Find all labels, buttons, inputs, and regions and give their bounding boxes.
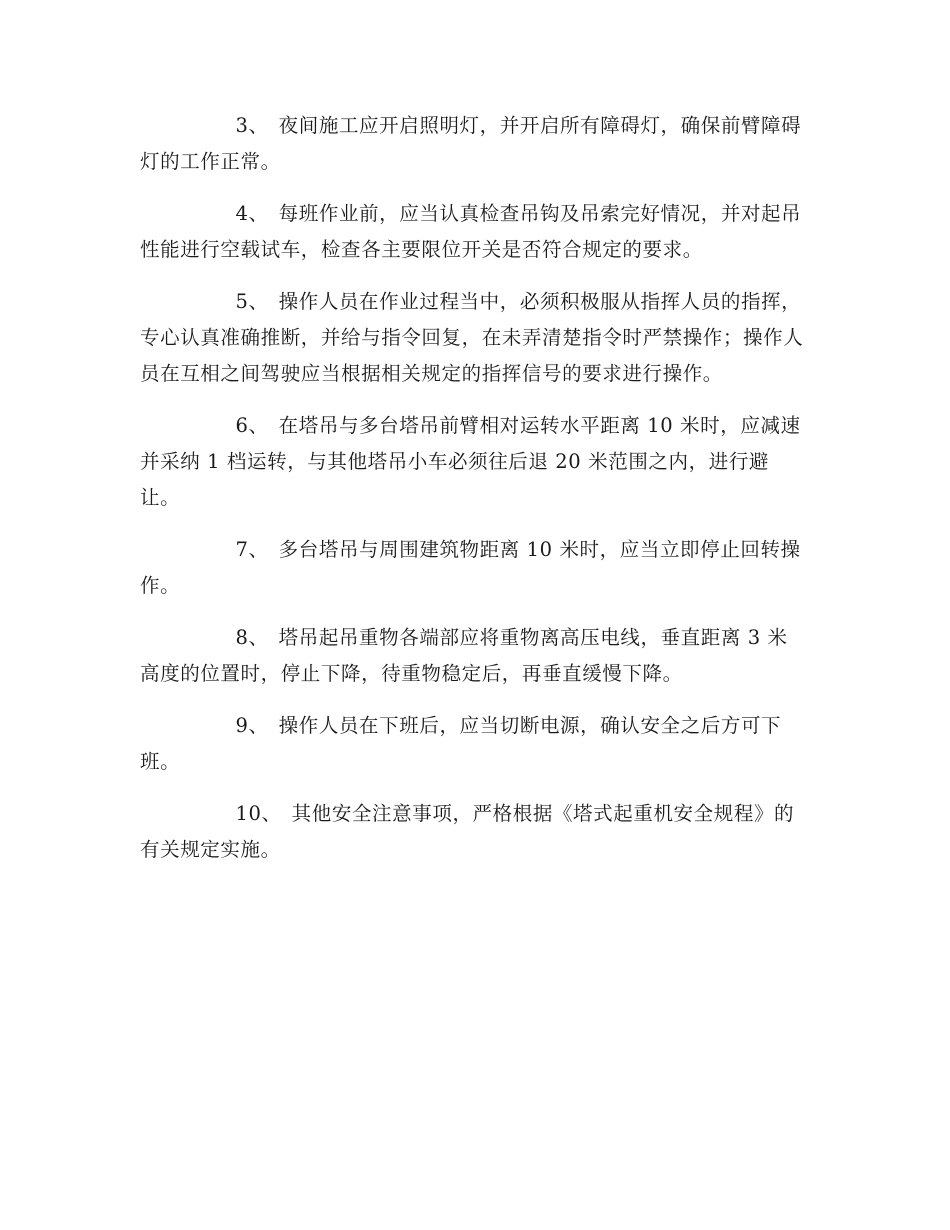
paragraph-item-7	[140, 532, 804, 604]
item-text: 每班作业前，应当认真检查吊钩及吊索完好情况，并对起吊性能进行空载试车，检查各主要限位开关是否符合规定的要求。	[140, 202, 802, 261]
item-number: 7、	[235, 538, 269, 561]
paragraph-item-6	[140, 408, 804, 516]
paragraph-item-10	[140, 796, 804, 868]
item-number: 4、	[235, 202, 269, 225]
item-text: 多台塔吊与周围建筑物距离 10 米时，应当立即停止回转操作。	[140, 538, 801, 597]
item-text: 夜间施工应开启照明灯，并开启所有障碍灯，确保前臂障碍灯的工作正常。	[140, 114, 802, 173]
item-text: 塔吊起吊重物各端部应将重物离高压电线，垂直距离 3 米高度的位置时，停止下降，待重物稳定后，再垂直缓慢下降。	[140, 626, 788, 685]
paragraph-item-3	[140, 108, 804, 180]
item-number: 8、	[235, 626, 269, 649]
paragraph-item-4	[140, 196, 804, 268]
paragraph-item-5	[140, 284, 804, 392]
item-number: 10、	[235, 802, 282, 825]
item-number: 6、	[235, 414, 269, 437]
item-text: 操作人员在作业过程当中，必须积极服从指挥人员的指挥，专心认真准确推断，并给与指令回复，在未弄清楚指令时严禁操作；操作人员在互相之间驾驶应当根据相关规定的指挥信号的要求进行操作。	[140, 290, 804, 385]
item-text: 在塔吊与多台塔吊前臂相对运转水平距离 10 米时，应减速并采纳 1 档运转，与其他塔吊小车必须往后退 20 米范围之内，进行避让。	[140, 414, 801, 509]
paragraph-item-9	[140, 708, 804, 780]
item-text: 其他安全注意事项，严格根据《塔式起重机安全规程》的有关规定实施。	[140, 802, 795, 861]
item-number: 5、	[235, 290, 269, 313]
item-text: 操作人员在下班后，应当切断电源，确认安全之后方可下班。	[140, 714, 782, 773]
document-body	[140, 108, 804, 884]
paragraph-item-8	[140, 620, 804, 692]
item-number: 3、	[235, 114, 269, 137]
item-number: 9、	[235, 714, 269, 737]
